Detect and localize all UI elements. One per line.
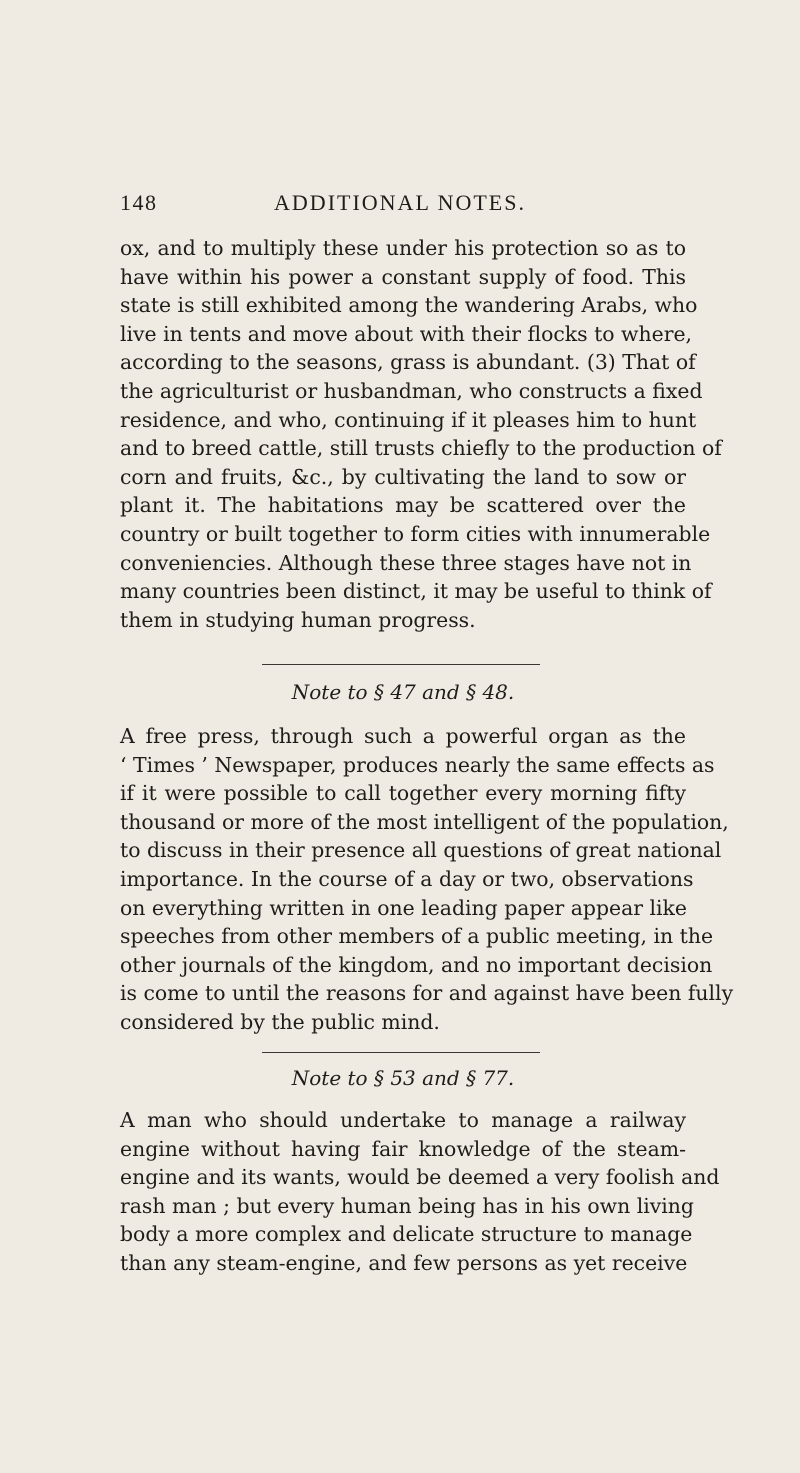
paragraph-stages-of-society: [120, 234, 722, 634]
running-head: [120, 190, 680, 220]
text-line: have within his power a constant supply of food. This: [120, 264, 686, 289]
text-line: speeches from other members of a public meeting, in the: [120, 924, 714, 949]
text-line: ox, and to multiply these under his protection so as to: [120, 236, 686, 260]
text-line: plant it. The habitations may be scattered over the: [120, 493, 686, 518]
text-line: than any steam-engine, and few persons as yet receive: [120, 1250, 688, 1275]
text-line: A man who should undertake to manage a railway: [120, 1108, 686, 1132]
running-head-title: ADDITIONAL NOTES.: [274, 190, 526, 215]
text-line: engine without having fair knowledge of the steam-: [120, 1136, 686, 1161]
text-line: them in studying human progress.: [120, 607, 476, 632]
text-line: the agriculturist or husbandman, who constructs a fixed: [120, 378, 703, 403]
text-line: rash man ; but every human being has in his own living: [120, 1193, 694, 1218]
text-line: is come to until the reasons for and against have been fully: [120, 981, 734, 1006]
text-line: on everything written in one leading paper appear like: [120, 895, 687, 920]
text-line: conveniencies. Although these three stages have not in: [120, 550, 692, 575]
text-line: thousand or more of the most intelligent of the population,: [120, 809, 729, 834]
text-line: and to breed cattle, still trusts chiefly to the production of: [120, 436, 722, 461]
text-line: state is still exhibited among the wandering Arabs, who: [120, 293, 698, 318]
text-line: country or built together to form cities with innumerable: [120, 521, 711, 546]
text-line: to discuss in their presence all questions of great national: [120, 838, 722, 863]
section-divider: [262, 664, 540, 665]
text-line: live in tents and move about with their flocks to where,: [120, 321, 693, 346]
text-line: according to the seasons, grass is abundant. (3) That of: [120, 350, 696, 375]
page-number: 148: [120, 190, 158, 215]
text-line: body a more complex and delicate structure to manage: [120, 1222, 693, 1247]
note-heading-53-77: Note to § 53 and § 77.: [291, 1066, 515, 1090]
text-line: many countries been distinct, it may be useful to think of: [120, 579, 712, 604]
text-line: residence, and who, continuing if it pleases him to hunt: [120, 407, 697, 432]
section-divider: [262, 1052, 540, 1053]
paragraph-free-press: [120, 722, 734, 1037]
text-line: corn and fruits, &c., by cultivating the land to sow or: [120, 464, 686, 489]
text-line: if it were possible to call together every morning fifty: [120, 781, 686, 806]
text-line: engine and its wants, would be deemed a very foolish and: [120, 1165, 720, 1190]
text-line: ‘ Times ’ Newspaper, produces nearly the same effects as: [120, 752, 715, 777]
paragraph-steam-engine: [120, 1106, 720, 1278]
text-line: considered by the public mind.: [120, 1009, 440, 1034]
text-line: importance. In the course of a day or two, observations: [120, 866, 694, 891]
text-line: A free press, through such a powerful organ as the: [120, 724, 686, 748]
text-line: other journals of the kingdom, and no important decision: [120, 952, 713, 977]
note-heading-47-48: Note to § 47 and § 48.: [291, 680, 515, 704]
